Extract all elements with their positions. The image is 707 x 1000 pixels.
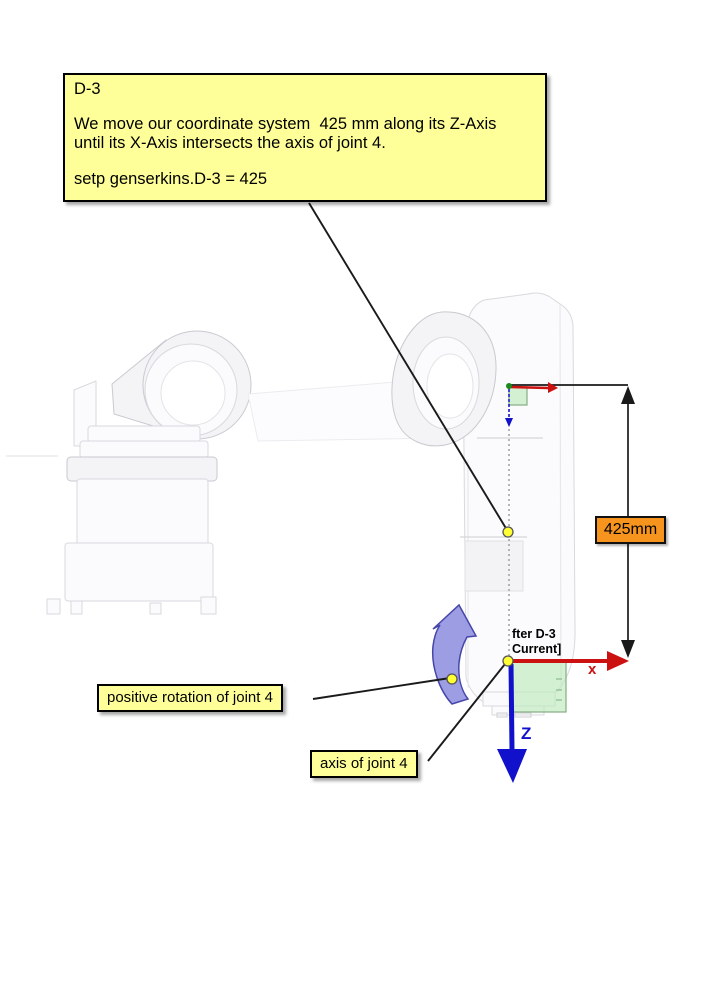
positive-rotation-label: positive rotation of joint 4 bbox=[97, 684, 283, 712]
x-axis-small-icon bbox=[510, 387, 548, 388]
robot-flange bbox=[67, 457, 217, 481]
frame-caption-line1: fter D-3 bbox=[512, 627, 556, 641]
robot-foot bbox=[47, 599, 60, 614]
frame-green-square bbox=[509, 387, 527, 405]
positive-rotation-leader-line bbox=[313, 678, 450, 699]
robot-shoulder-bore bbox=[161, 361, 225, 425]
marker-d3-point bbox=[503, 527, 513, 537]
frame-origin-dot bbox=[506, 383, 512, 389]
robot-column-lower bbox=[65, 543, 213, 601]
robot-foot bbox=[71, 601, 82, 614]
axis-of-joint-label: axis of joint 4 bbox=[310, 750, 418, 778]
z-axis-label: Z bbox=[521, 724, 532, 743]
marker-rotation-point bbox=[447, 674, 457, 684]
callout-body-line2: until its X-Axis intersects the axis of joint 4. bbox=[74, 134, 386, 152]
dimension-arrow-down bbox=[621, 640, 635, 658]
callout-note-d3 bbox=[63, 73, 547, 202]
robot-ring-top bbox=[88, 426, 200, 442]
robot-ring-mid bbox=[80, 441, 208, 458]
callout-command: setp genserkins.D-3 = 425 bbox=[74, 170, 268, 188]
frame-caption-line2: Current] bbox=[512, 642, 562, 656]
robot-foot bbox=[201, 597, 216, 614]
frame-caption bbox=[512, 627, 561, 657]
x-axis-label: x bbox=[588, 661, 597, 678]
robot-column-upper bbox=[77, 479, 208, 546]
dcs-current-frame bbox=[511, 661, 566, 712]
callout-title: D-3 bbox=[74, 80, 101, 98]
callout-body-line1: We move our coordinate system 425 mm along its Z-Axis bbox=[74, 115, 497, 133]
marker-joint4-origin bbox=[503, 656, 513, 666]
robot-base-assembly bbox=[6, 331, 251, 614]
dimension-value-label: 425mm bbox=[595, 516, 666, 544]
forearm-panel bbox=[465, 541, 523, 591]
robot-foot bbox=[150, 603, 161, 614]
dimension-arrow-up bbox=[621, 386, 635, 404]
